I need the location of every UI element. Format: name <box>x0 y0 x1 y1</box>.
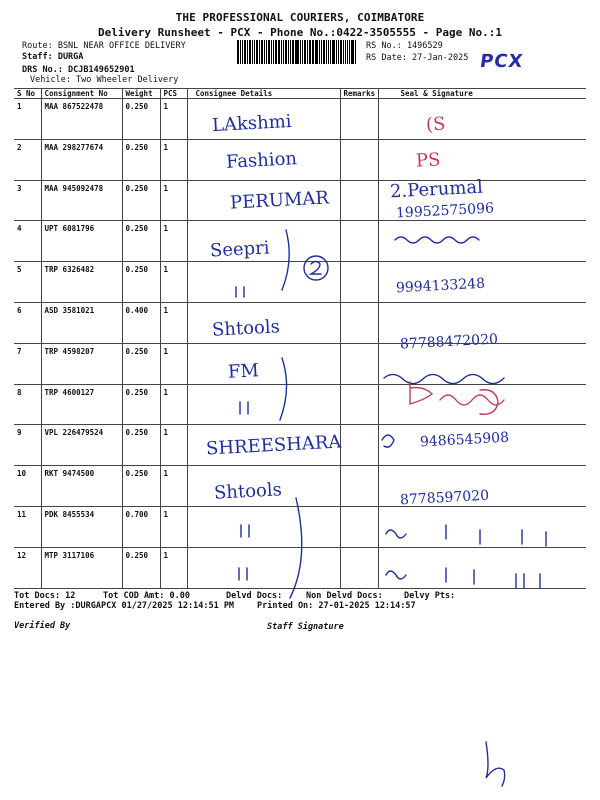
row-pcs: 1 <box>160 302 187 343</box>
row-pcs: 1 <box>160 547 187 588</box>
runsheet-title: Delivery Runsheet - PCX - Phone No.:0422-3505555 - Page No.:1 <box>98 26 502 39</box>
row-remarks <box>340 180 378 221</box>
entered-by: Entered By :DURGAPCX 01/27/2025 12:14:51 PM <box>14 601 235 611</box>
row-pcs: 1 <box>160 425 187 466</box>
row-weight: 0.250 <box>122 99 160 140</box>
table-row <box>14 547 586 588</box>
total-docs: Tot Docs: 12 <box>14 591 76 601</box>
printed-on: Printed On: 27-01-2025 12:14:57 <box>257 601 416 611</box>
table-row <box>14 466 586 507</box>
barcode-bar <box>271 40 272 64</box>
barcode-bar <box>281 40 282 64</box>
row-consignee <box>187 302 340 343</box>
row-remarks <box>340 221 378 262</box>
handwritten-name: Seepri <box>209 237 271 262</box>
barcode-bar <box>347 40 349 64</box>
delivery-points: Delvy Pts: <box>404 591 456 601</box>
company-name: THE PROFESSIONAL COURIERS, COIMBATORE <box>175 11 425 24</box>
barcode-bar <box>288 40 289 64</box>
row-sno: 6 <box>14 302 41 343</box>
col-sno: S No <box>14 89 41 99</box>
handwritten-signature: 87788472020 <box>399 331 499 353</box>
row-signature <box>378 506 586 547</box>
row-pcs: 1 <box>160 466 187 507</box>
table-row <box>14 221 586 262</box>
barcode-bar <box>304 40 306 64</box>
row-remarks <box>340 99 378 140</box>
barcode-bar <box>295 40 296 64</box>
row-signature <box>378 547 586 588</box>
barcode-bar <box>302 40 303 64</box>
table-row <box>14 99 586 140</box>
rs-date: RS Date: 27-Jan-2025 <box>366 53 469 63</box>
vehicle-label: Vehicle: Two Wheeler Delivery <box>30 75 179 85</box>
row-weight: 0.250 <box>122 221 160 262</box>
col-pcs: PCS <box>160 89 187 99</box>
row-sno: 7 <box>14 343 41 384</box>
row-consignment: PDK 8455534 <box>41 506 122 547</box>
barcode-bar <box>351 40 354 64</box>
row-consignment: MTP 3117106 <box>41 547 122 588</box>
barcode-bar <box>338 40 339 64</box>
row-pcs: 1 <box>160 221 187 262</box>
row-weight: 0.250 <box>122 343 160 384</box>
handwritten-name: FM <box>227 360 260 383</box>
row-consignee <box>187 466 340 507</box>
table-row <box>14 343 586 384</box>
table-row <box>14 180 586 221</box>
handwritten-name: SHREESHARA <box>205 431 342 460</box>
row-consignee <box>187 262 340 303</box>
delivered-docs: Delvd Docs: <box>226 591 283 601</box>
row-weight: 0.400 <box>122 302 160 343</box>
barcode-bar <box>261 40 264 64</box>
row-consignee <box>187 425 340 466</box>
row-weight: 0.250 <box>122 384 160 425</box>
pcx-logo: PCX <box>478 51 525 72</box>
ink-staff-signature <box>486 742 505 786</box>
row-signature <box>378 302 586 343</box>
row-consignment: TRP 6326482 <box>41 262 122 303</box>
row-consignment: ASD 3581021 <box>41 302 122 343</box>
barcode-bar <box>309 40 311 64</box>
row-remarks <box>340 262 378 303</box>
table-row <box>14 302 586 343</box>
handwritten-phone: 9994133248 <box>395 275 486 297</box>
barcode-bar <box>266 40 267 64</box>
barcode-bar <box>249 40 251 64</box>
row-consignment: TRP 4600127 <box>41 384 122 425</box>
row-pcs: 1 <box>160 506 187 547</box>
handwritten-name: Shtools <box>213 479 283 504</box>
route-label: Route: BSNL NEAR OFFICE DELIVERY <box>22 41 186 51</box>
barcode-bar <box>283 40 284 64</box>
non-delivered-docs: Non Delvd Docs: <box>306 591 383 601</box>
handwritten-name: Fashion <box>225 148 298 173</box>
row-remarks <box>340 547 378 588</box>
row-remarks <box>340 343 378 384</box>
row-remarks <box>340 466 378 507</box>
barcode-bar <box>332 40 335 64</box>
barcode-bar <box>237 40 239 64</box>
row-consignee <box>187 221 340 262</box>
runsheet-table <box>14 88 586 589</box>
staff-label: Staff: DURGA <box>22 52 84 62</box>
barcode-bar <box>328 40 329 64</box>
row-signature <box>378 99 586 140</box>
row-sno: 3 <box>14 180 41 221</box>
barcode-bar <box>273 40 274 64</box>
col-remarks: Remarks <box>340 89 378 99</box>
barcode-bar <box>355 40 356 64</box>
staff-signature-label: Staff Signature <box>267 622 344 632</box>
handwritten-signature: PS <box>415 149 441 172</box>
row-consignee <box>187 139 340 180</box>
row-consignee <box>187 99 340 140</box>
barcode-bar <box>252 40 253 64</box>
row-signature <box>378 343 586 384</box>
barcode-bar <box>326 40 327 64</box>
handwritten-phone: 9486545908 <box>419 429 510 451</box>
col-consignee: Consignee Details <box>187 89 340 99</box>
barcode-bar <box>244 40 247 64</box>
row-consignee <box>187 384 340 425</box>
handwritten-name: PERUMAR <box>229 187 330 214</box>
row-weight: 0.250 <box>122 466 160 507</box>
row-consignee <box>187 180 340 221</box>
barcode-bar <box>268 40 270 64</box>
table-row <box>14 425 586 466</box>
row-sno: 11 <box>14 506 41 547</box>
row-pcs: 1 <box>160 99 187 140</box>
row-pcs: 1 <box>160 180 187 221</box>
table-row <box>14 384 586 425</box>
barcode-bar <box>256 40 258 64</box>
barcode <box>237 40 357 64</box>
row-signature <box>378 425 586 466</box>
barcode-bar <box>278 40 281 64</box>
row-sno: 4 <box>14 221 41 262</box>
row-weight: 0.700 <box>122 506 160 547</box>
barcode-bar <box>349 40 350 64</box>
barcode-bar <box>319 40 320 64</box>
row-pcs: 1 <box>160 343 187 384</box>
row-consignee <box>187 343 340 384</box>
verified-by-label: Verified By <box>14 621 71 631</box>
row-weight: 0.250 <box>122 262 160 303</box>
barcode-bar <box>340 40 342 64</box>
row-consignment: MAA 867522478 <box>41 99 122 140</box>
total-cod: Tot COD Amt: 0.00 <box>103 591 190 601</box>
barcode-bar <box>323 40 325 64</box>
row-remarks <box>340 139 378 180</box>
row-signature <box>378 466 586 507</box>
row-sno: 8 <box>14 384 41 425</box>
row-pcs: 1 <box>160 384 187 425</box>
row-sno: 10 <box>14 466 41 507</box>
barcode-bar <box>315 40 318 64</box>
barcode-bar <box>292 40 294 64</box>
handwritten-name: Shtools <box>211 316 281 341</box>
row-remarks <box>340 384 378 425</box>
handwritten-name: LAkshmi <box>211 110 293 137</box>
barcode-bar <box>312 40 313 64</box>
barcode-bar <box>343 40 344 64</box>
barcode-bar <box>242 40 243 64</box>
row-sno: 1 <box>14 99 41 140</box>
barcode-bar <box>307 40 308 64</box>
drs-number: DRS No.: DCJB149652901 <box>22 65 135 75</box>
row-weight: 0.250 <box>122 547 160 588</box>
row-sno: 2 <box>14 139 41 180</box>
row-remarks <box>340 302 378 343</box>
col-consignment: Consignment No <box>41 89 122 99</box>
barcode-bar <box>321 40 322 64</box>
row-consignment: VPL 226479524 <box>41 425 122 466</box>
barcode-bar <box>345 40 346 64</box>
col-weight: Weight <box>122 89 160 99</box>
row-pcs: 1 <box>160 262 187 303</box>
row-consignment: MAA 298277674 <box>41 139 122 180</box>
row-pcs: 1 <box>160 139 187 180</box>
table-row <box>14 139 586 180</box>
row-weight: 0.250 <box>122 425 160 466</box>
barcode-bar <box>300 40 301 64</box>
barcode-bar <box>240 40 241 64</box>
barcode-bar <box>330 40 332 64</box>
row-consignment: MAA 945092478 <box>41 180 122 221</box>
row-consignee <box>187 506 340 547</box>
barcode-bar <box>275 40 277 64</box>
row-remarks <box>340 506 378 547</box>
row-signature <box>378 262 586 303</box>
row-signature <box>378 221 586 262</box>
handwritten-signature: 2.Perumal <box>389 176 484 203</box>
barcode-bar <box>254 40 255 64</box>
table-row <box>14 262 586 303</box>
table-row <box>14 506 586 547</box>
barcode-bar <box>313 40 314 64</box>
barcode-bar <box>290 40 291 64</box>
row-sno: 9 <box>14 425 41 466</box>
barcode-bar <box>247 40 248 64</box>
handwritten-phone: 19952575096 <box>395 200 495 222</box>
barcode-bar <box>259 40 260 64</box>
row-weight: 0.250 <box>122 139 160 180</box>
rs-number: RS No.: 1496529 <box>366 41 443 51</box>
barcode-bar <box>264 40 265 64</box>
row-consignment: TRP 4598207 <box>41 343 122 384</box>
barcode-bar <box>336 40 337 64</box>
row-signature <box>378 180 586 221</box>
row-sno: 5 <box>14 262 41 303</box>
handwritten-phone: 8778597020 <box>399 487 490 509</box>
barcode-bar <box>285 40 287 64</box>
row-signature <box>378 139 586 180</box>
barcode-bar <box>296 40 299 64</box>
row-remarks <box>340 425 378 466</box>
row-weight: 0.250 <box>122 180 160 221</box>
row-consignment: UPT 6081796 <box>41 221 122 262</box>
row-consignment: RKT 9474500 <box>41 466 122 507</box>
row-consignee <box>187 547 340 588</box>
table-header-row <box>14 89 586 99</box>
handwritten-signature: (S <box>425 113 446 136</box>
col-seal-signature: Seal & Signature <box>378 89 586 99</box>
row-signature <box>378 384 586 425</box>
row-sno: 12 <box>14 547 41 588</box>
